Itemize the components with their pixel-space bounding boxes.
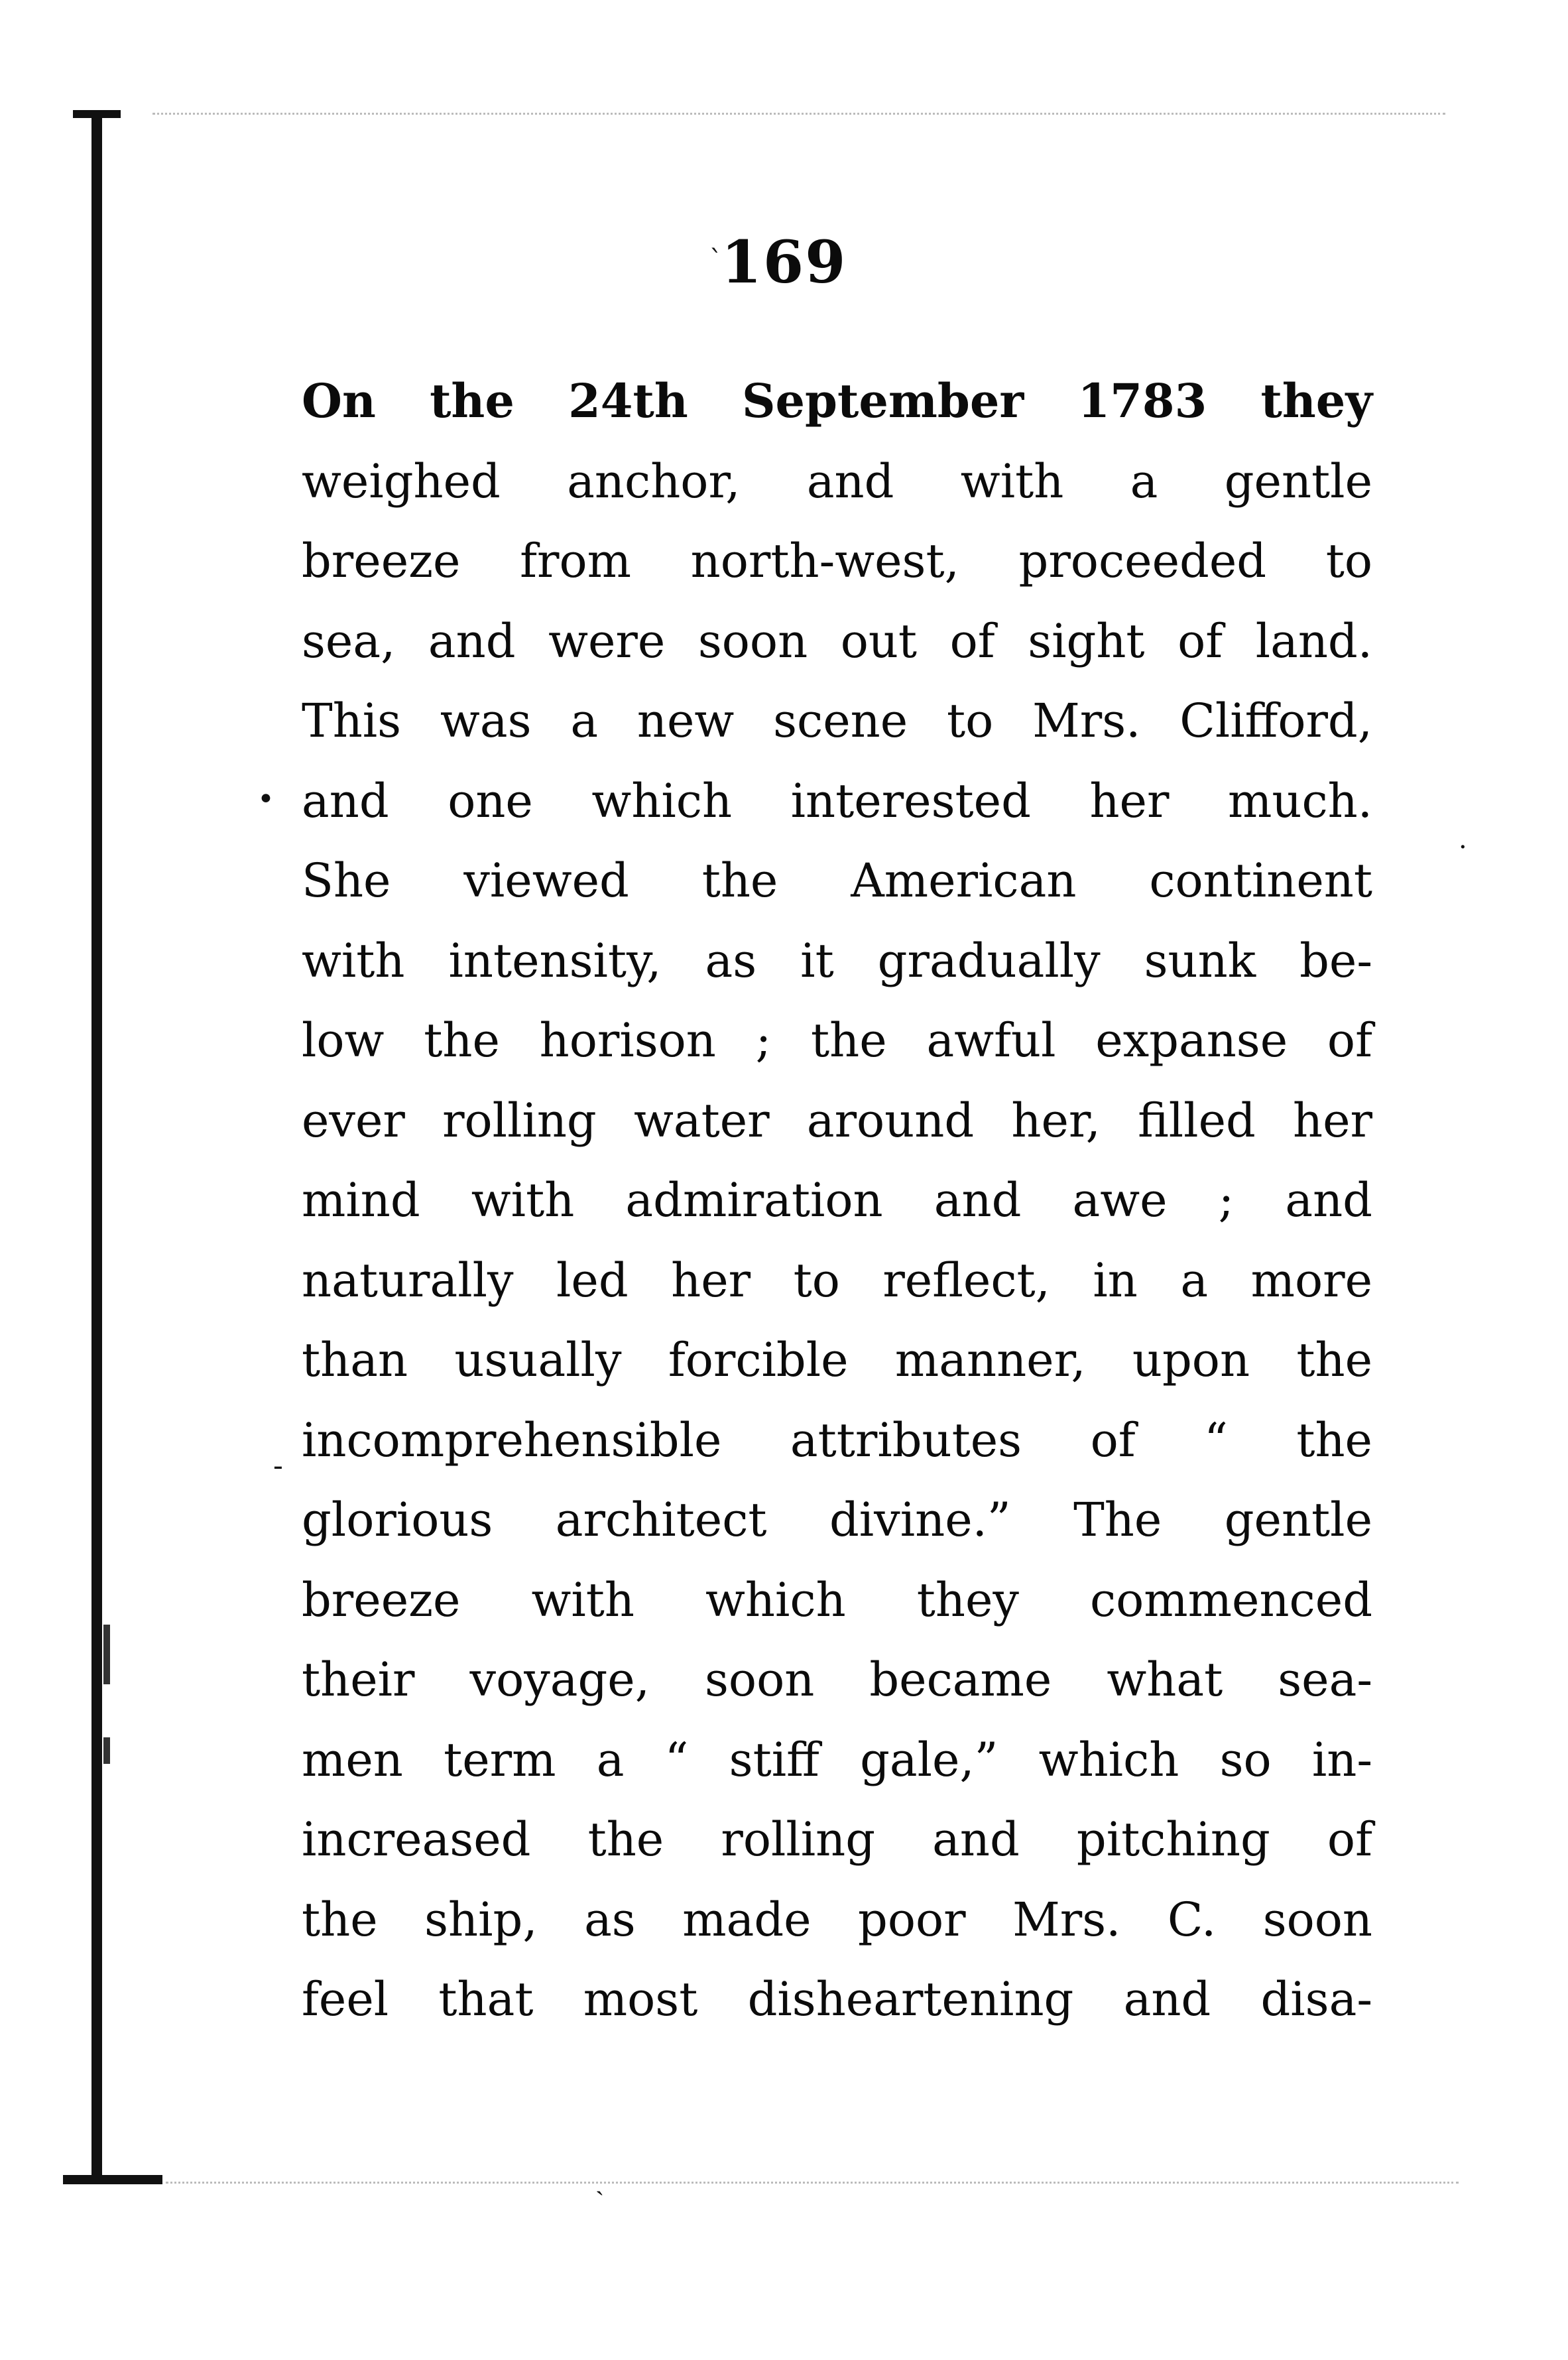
text-line: breeze from north-west, proceeded to — [302, 534, 1372, 588]
text-line: men term a “ stiff gale,” which so in- — [302, 1732, 1372, 1787]
text-line: their voyage, soon became what sea- — [302, 1652, 1372, 1707]
text-line: naturally led her to reflect, in a more — [302, 1253, 1372, 1308]
text-line: increased the rolling and pitching of — [302, 1812, 1372, 1867]
binding-edge-bottom-cap — [63, 2175, 162, 2184]
text-line: sea, and were soon out of sight of land. — [302, 613, 1372, 668]
text-line: feel that most disheartening and disa- — [302, 1972, 1372, 2026]
text-line: glorious architect divine.” The gentle — [302, 1493, 1372, 1547]
text-line: the ship, as made poor Mrs. C. soon — [302, 1892, 1372, 1947]
text-line: incomprehensible attributes of “ the — [302, 1412, 1372, 1467]
stray-mark: · — [1459, 832, 1467, 863]
text-line: weighed anchor, and with a gentle — [302, 454, 1372, 509]
stray-mark: ˏ — [595, 2166, 605, 2196]
top-edge-dots — [152, 113, 1445, 115]
text-line: This was a new scene to Mrs. Clifford, — [302, 694, 1372, 748]
text-line: than usually forcible manner, upon the — [302, 1333, 1372, 1387]
binding-edge-rule — [91, 113, 102, 2182]
bottom-edge-dots — [166, 2182, 1459, 2184]
binding-edge-speck — [103, 1625, 110, 1684]
body-text — [302, 361, 1372, 2040]
text-line: She viewed the American continent — [302, 853, 1372, 908]
stray-mark: • — [257, 782, 274, 816]
binding-edge-top-cap — [73, 110, 121, 118]
stray-mark: - — [273, 1449, 283, 1483]
text-line: with intensity, as it gradually sunk be- — [302, 933, 1372, 988]
text-line: ever rolling water around her, filled her — [302, 1093, 1372, 1148]
text-line: low the horison ; the awful expanse of — [302, 1013, 1372, 1068]
text-line: mind with admiration and awe ; and — [302, 1173, 1372, 1227]
page-number: 169 — [721, 227, 847, 296]
text-line: and one which interested her much. — [302, 773, 1372, 828]
text-line: breeze with which they commenced — [302, 1572, 1372, 1627]
text-line: On the 24th September 1783 they — [302, 373, 1372, 428]
binding-edge-speck — [103, 1737, 110, 1764]
stray-mark: ˋ — [709, 245, 723, 276]
